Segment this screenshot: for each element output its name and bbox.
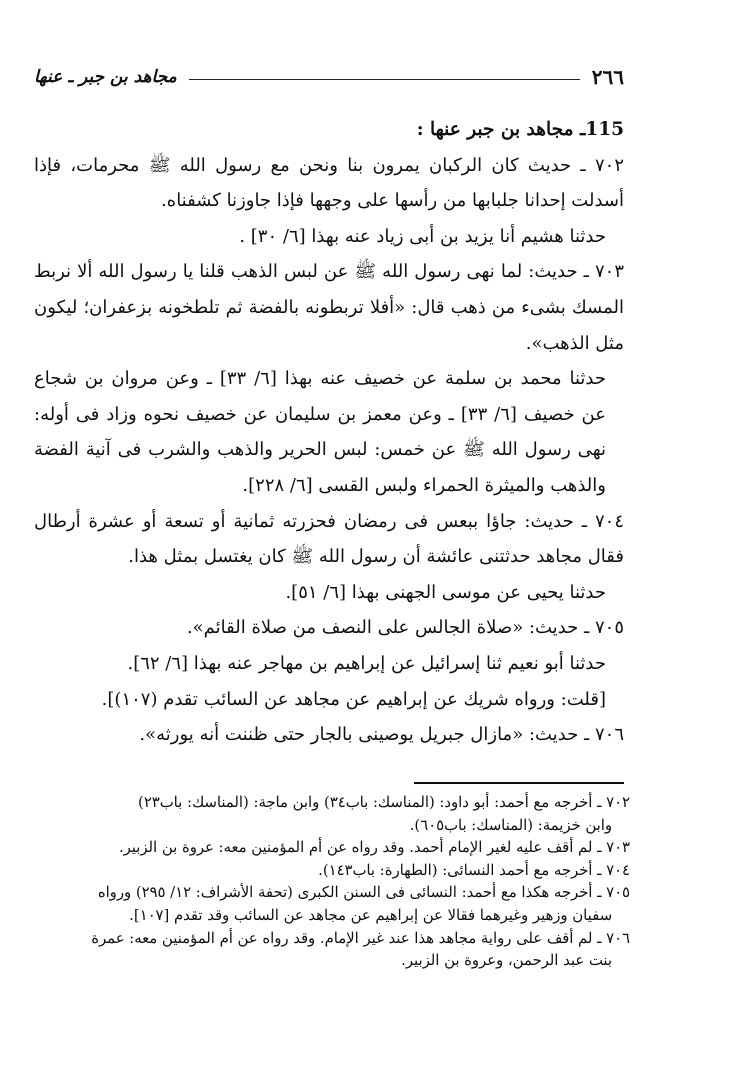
- footnote-705: [34, 882, 630, 927]
- footnotes: [34, 792, 630, 973]
- header-rule: [189, 79, 580, 80]
- footnote-703-line1: ٧٠٣ ـ لم أقف عليه لغير الإمام أحمد. وقد رواه عن أم المؤمنين معه: عروة بن الزبير.: [118, 839, 630, 857]
- section-heading: [34, 112, 624, 148]
- section-number: 115: [585, 119, 624, 140]
- hadith-703: ٧٠٣ ـ حديث: لما نهى رسول الله ﷺ عن لبس الذهب قلنا يا رسول الله ألا نربط المسك بشىء من ذهب قال: «أفلا تربطونه بالفضة ثم تلطخونه بزعفران؛ ليكون مثل الذهب».: [34, 261, 624, 354]
- running-title: مجاهد بن جبر ـ عنها: [34, 67, 177, 87]
- footnote-704-line1: ٧٠٤ ـ أخرجه مع أحمد النسائى: (الطهارة: باب١٤٣).: [318, 861, 630, 879]
- page-header: [34, 62, 624, 92]
- isnad-702: حدثنا هشيم أنا يزيد بن أبى زياد عنه بهذا [٦/ ٣٠] .: [239, 225, 606, 247]
- footnote-706-line2: بنت عبد الرحمن، وعروة بن الزبير.: [401, 952, 612, 970]
- footnote-702-line2: وابن خزيمة: (المناسك: باب٦٠٥).: [409, 816, 612, 834]
- section-title: ـ مجاهد بن جبر عنها :: [416, 119, 586, 140]
- isnad-704: حدثنا يحيى عن موسى الجهنى بهذا [٦/ ٥١].: [285, 581, 606, 603]
- isnad-703: حدثنا محمد بن سلمة عن خصيف عنه بهذا [٦/ ٣٣] ـ وعن مروان بن شجاع عن خصيف [٦/ ٣٣] ـ وعن معمز بن سليمان عن خصيف نحوه وزاد فى أوله: نهى رسول الله ﷺ عن خمس: لبس الحرير والذهب والشرب فى آنية الفضة والذهب والميثرة الحمراء ولبس القسى [٦/ ٢٢٨].: [34, 368, 606, 496]
- footnote-702-line1: ٧٠٢ ـ أخرجه مع أحمد: أبو داود: (المناسك: باب٣٤) وابن ماجة: (المناسك: باب٢٣): [138, 794, 630, 811]
- isnad-705: حدثنا أبو نعيم ثنا إسرائيل عن إبراهيم بن مهاجر عنه بهذا [٦/ ٦٢].: [127, 652, 606, 674]
- editor-note-705: [قلت: ورواه شريك عن إبراهيم عن مجاهد عن السائب تقدم (١٠٧)].: [101, 688, 606, 710]
- footnote-704: [34, 860, 630, 883]
- footnote-703: [34, 837, 630, 860]
- footnote-705-line1: ٧٠٥ ـ أخرجه هكذا مع أحمد: النسائى فى السنن الكبرى (تحفة الأشراف: ١٢/ ٢٩٥) ورواه: [97, 884, 630, 902]
- footnote-702: [34, 792, 630, 837]
- hadith-702: ٧٠٢ ـ حديث كان الركبان يمرون بنا ونحن مع رسول الله ﷺ محرمات، فإذا أسدلت إحدانا جلبابها من رأسها على وجهها فإذا جاوزنا كشفناه.: [34, 154, 624, 212]
- hadith-705: ٧٠٥ ـ حديث: «صلاة الجالس على النصف من صلاة القائم».: [186, 617, 624, 639]
- main-text: [34, 112, 624, 753]
- footnote-rule: [414, 782, 624, 784]
- hadith-706: ٧٠٦ ـ حديث: «مازال جبريل يوصينى بالجار حتى ظننت أنه يورثه».: [139, 724, 624, 746]
- footnote-706-line1: ٧٠٦ ـ لم أقف على رواية مجاهد هذا عند غير الإمام. وقد رواه عن أم المؤمنين معه: عمرة: [91, 929, 630, 947]
- page-number: ٢٦٦: [591, 65, 624, 89]
- footnote-706: [34, 928, 630, 973]
- footnote-705-line2: سفيان وزهير وغيرهما فقالا عن إبراهيم عن مجاهد عن السائب وقد تقدم [١٠٧].: [129, 906, 612, 924]
- hadith-704: ٧٠٤ ـ حديث: جاؤا ببعس فى رمضان فحزرته ثمانية أو تسعة أو عشرة أرطال فقال مجاهد حدثتنى عائشة أن رسول الله ﷺ كان يغتسل بمثل هذا.: [34, 510, 624, 568]
